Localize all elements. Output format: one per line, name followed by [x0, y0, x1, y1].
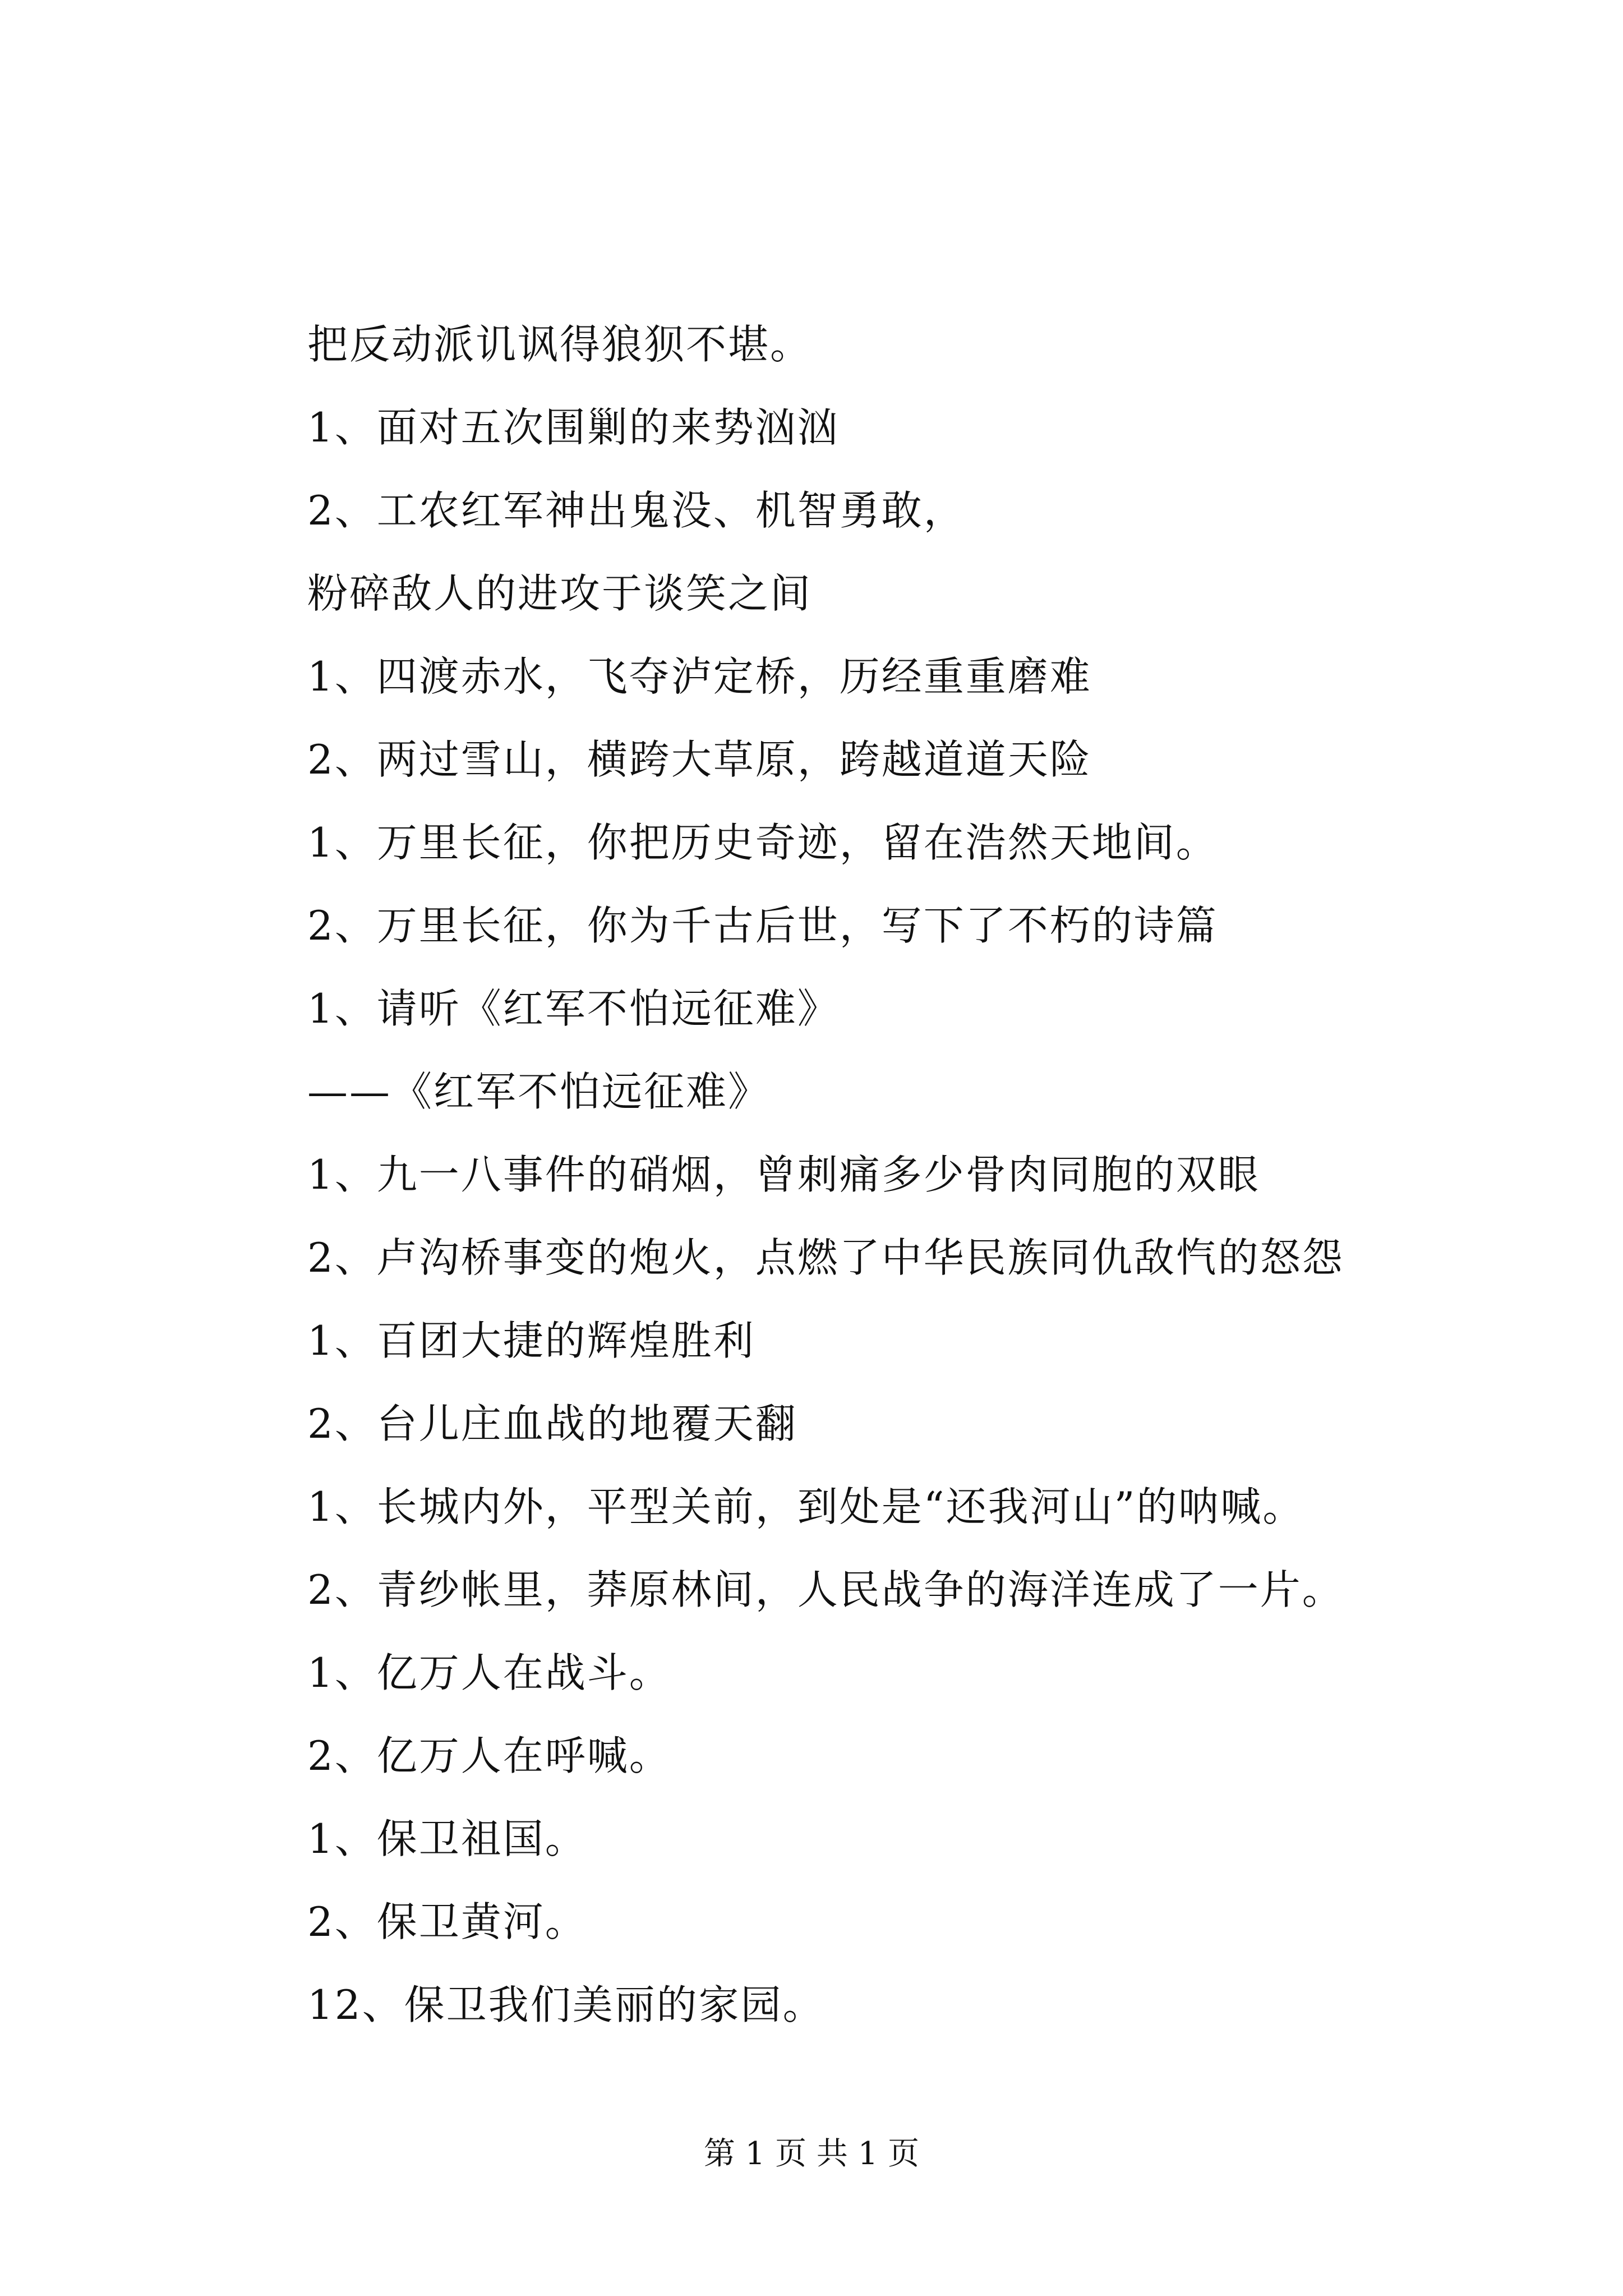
- text-line: 1、万里长征，你把历史奇迹，留在浩然天地间。: [307, 819, 1218, 866]
- text-line: 1、百团大捷的辉煌胜利: [307, 1317, 755, 1364]
- text-line: 1、亿万人在战斗。: [307, 1649, 671, 1696]
- text-line: 2、亿万人在呼喊。: [307, 1732, 671, 1779]
- text-line: 12、保卫我们美丽的家园。: [307, 1981, 825, 2028]
- text-line: 1、请听《红军不怕远征难》: [307, 985, 840, 1032]
- text-line: 1、保卫祖国。: [307, 1815, 587, 1862]
- text-line: 2、青纱帐里，莽原林间，人民战争的海洋连成了一片。: [307, 1566, 1344, 1613]
- text-line: 1、面对五次围剿的来势汹汹: [307, 404, 840, 451]
- text-line: 把反动派讥讽得狼狈不堪。: [307, 321, 813, 368]
- text-line: 2、万里长征，你为千古后世，写下了不朽的诗篇: [307, 902, 1218, 949]
- text-line: 1、九一八事件的硝烟，曾刺痛多少骨肉同胞的双眼: [307, 1151, 1260, 1198]
- text-line: ——《红军不怕远征难》: [307, 1068, 771, 1115]
- text-line: 2、两过雪山，横跨大草原，跨越道道天险: [307, 736, 1092, 783]
- text-line: 1、长城内外，平型关前，到处是“还我河山”的呐喊。: [307, 1483, 1305, 1530]
- text-line: 1、四渡赤水，飞夺泸定桥，历经重重磨难: [307, 653, 1092, 700]
- text-line: 2、保卫黄河。: [307, 1898, 587, 1945]
- page-footer: 第 1 页 共 1 页: [703, 2136, 920, 2172]
- text-line: 粉碎敌人的进攻于谈笑之间: [307, 570, 813, 617]
- text-line: 2、卢沟桥事变的炮火，点燃了中华民族同仇敌忾的怒怨: [307, 1234, 1344, 1281]
- document-body: [307, 303, 1429, 2046]
- text-line: 2、台儿庄血战的地覆天翻: [307, 1400, 797, 1447]
- text-line: 2、工农红军神出鬼没、机智勇敢，: [307, 487, 966, 534]
